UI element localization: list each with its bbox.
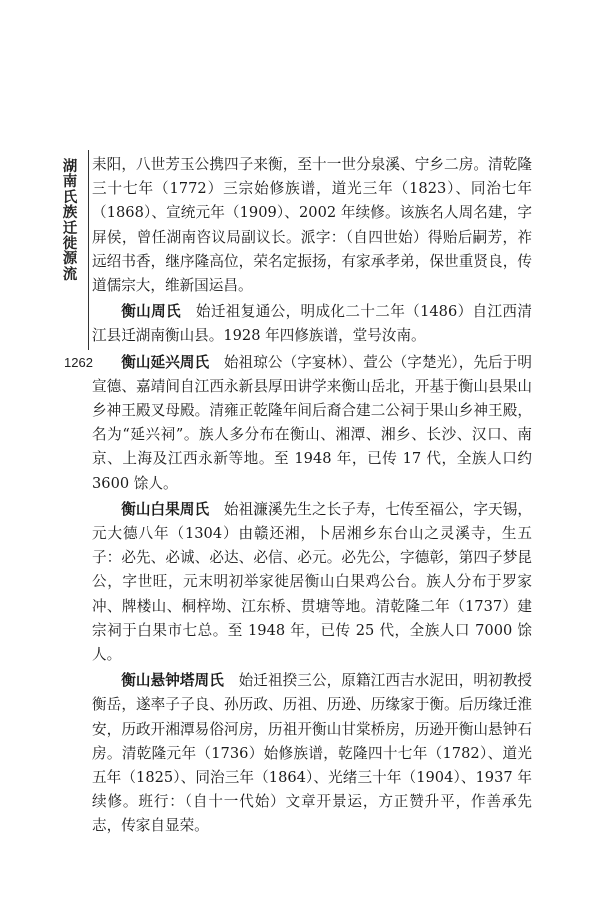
clan-heading: 衡山延兴周氏 [121, 353, 210, 371]
page-number: 1262 [64, 355, 93, 370]
paragraph-baiguo-zhou [92, 498, 532, 667]
running-title-char: 氏 [62, 189, 78, 206]
paragraph-hengshan-zhou [92, 300, 532, 348]
paragraph-xuanzhongta-zhou [92, 669, 532, 838]
paragraph-body: 始祖濂溪先生之长子寿，七传至福公，字天锡，元大德八年（1304）由赣还湘，卜居湘乡东台山之灵溪寺，生五子：必先、必诚、必达、必信、必元。必先公，字德彰，第四子梦昆公，字世旺，元末明初举家徙居衡山白果鸡公台。族人分布于罗家冲、牌楼山、桐梓坳、江东桥、贯塘等地。清乾隆二年（1737）建宗祠于白果市七总。至 1948 年，已传 25 代，全族人口 7000 馀人。 [92, 500, 532, 664]
paragraph-body: 始迁祖揆三公，原籍江西吉水泥田，明初教授衡岳，遂率子子良、孙历政、历祖、历逊、历缘家于衡。后历缘迁淮安，历政开湘潭易俗河房，历祖开衡山甘棠桥房，历逊开衡山悬钟石房。清乾隆元年（1736）始修族谱，乾隆四十七年（1782）、道光五年（1825）、同治三年（1864）、光绪三十年（1904）、1937 年续修。班行：（自十一代始）文章开景运，方正赞升平，作善承先志，传家自显荣。 [92, 672, 532, 835]
clan-heading: 衡山白果周氏 [121, 500, 210, 518]
running-title-char: 徙 [62, 236, 78, 253]
clan-heading: 衡山悬钟塔周氏 [121, 672, 224, 690]
clan-heading: 衡山周氏 [121, 303, 181, 321]
running-title-char: 源 [62, 251, 78, 268]
running-title-char: 南 [62, 174, 78, 191]
running-title-char: 族 [62, 205, 78, 222]
running-title-char: 流 [62, 266, 78, 283]
paragraph-body: 耒阳，八世芳玉公携四子来衡，至十一世分泉溪、宁乡二房。清乾隆三十七年（1772）三宗始修族谱，道光三年（1823）、同治七年（1868）、宣统元年（1909）、2002 年续修。该族名人周名建，字屏侯，曾任湖南咨议局副议长。派字：（自四世始）得贻后嗣芳，祚远绍书香，继序隆高位，荣名定振扬，有家承孝弟，保世重贤良，传道儒宗大，维新国运昌。 [92, 156, 532, 295]
running-title [60, 160, 80, 283]
paragraph-yanxing-zhou [92, 351, 532, 496]
running-title-char: 湖 [62, 159, 78, 175]
paragraph-body: 始迁祖复通公，明成化二十二年（1486）自江西清江县迁湖南衡山县。1928 年四修族谱，堂号汝南。 [92, 303, 532, 345]
margin-rule [88, 150, 89, 350]
paragraph-body: 始祖琼公（字宴林）、萱公（字楚光），先后于明宣德、嘉靖间自江西永新县厚田讲学来衡山岳北，开基于衡山县果山乡神王殿叉母殿。清雍正乾隆年间后裔合建二公祠于果山乡神王殿，名为“延兴祠”。族人多分布在衡山、湘潭、湘乡、长沙、汉口、南京、上海及江西永新等地。至 1948 年，已传 17 代，全族人口约 3600 馀人。 [92, 353, 532, 492]
running-title-char: 迁 [62, 220, 78, 237]
paragraph-continued [92, 153, 532, 298]
body-text [92, 153, 532, 841]
